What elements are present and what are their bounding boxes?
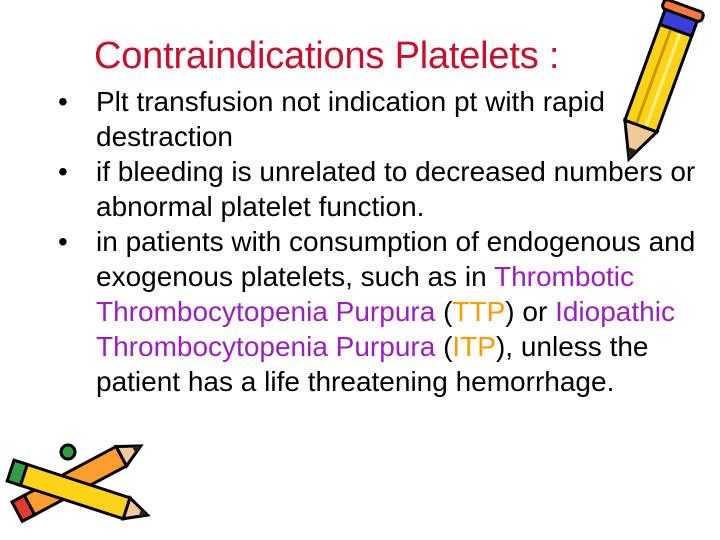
bullet-text-segment: in patients with consumption of endogenous and exogenous platelets, such as in bbox=[96, 226, 696, 292]
bullet-item bbox=[58, 84, 718, 154]
bullet-item bbox=[58, 224, 718, 399]
abbreviation: ITP bbox=[452, 331, 496, 362]
bullet-text-segment: Plt transfusion not indication pt with rapid destraction bbox=[96, 86, 605, 152]
bullet-dot-icon: • bbox=[58, 86, 68, 117]
bullet-text bbox=[96, 86, 605, 152]
slide-title: Contraindications Platelets : bbox=[94, 35, 560, 77]
bullet-text-segment: if bleeding is unrelated to decreased numbers or abnormal platelet function. bbox=[96, 156, 696, 222]
bullet-text-segment: ( bbox=[435, 331, 453, 362]
bullet-list bbox=[58, 84, 718, 399]
bullet-text-segment: ), unless the patient has a life threatening hemorrhage. bbox=[96, 331, 649, 397]
bullet-text bbox=[96, 156, 695, 222]
bullet-dot-icon: • bbox=[58, 156, 68, 187]
bullet-dot-icon: • bbox=[58, 226, 68, 257]
disease-name: Idiopathic Thrombocytopenia Purpura bbox=[96, 296, 675, 362]
bullet-item bbox=[58, 154, 718, 224]
bullet-text bbox=[96, 226, 695, 397]
abbreviation: TTP bbox=[452, 296, 506, 327]
pencil-pair-icon bbox=[0, 430, 160, 540]
disease-name: Thrombotic Thrombocytopenia Purpura bbox=[96, 261, 635, 327]
bullet-text-segment: ( bbox=[435, 296, 453, 327]
bullet-text-segment: ) or bbox=[505, 296, 556, 327]
